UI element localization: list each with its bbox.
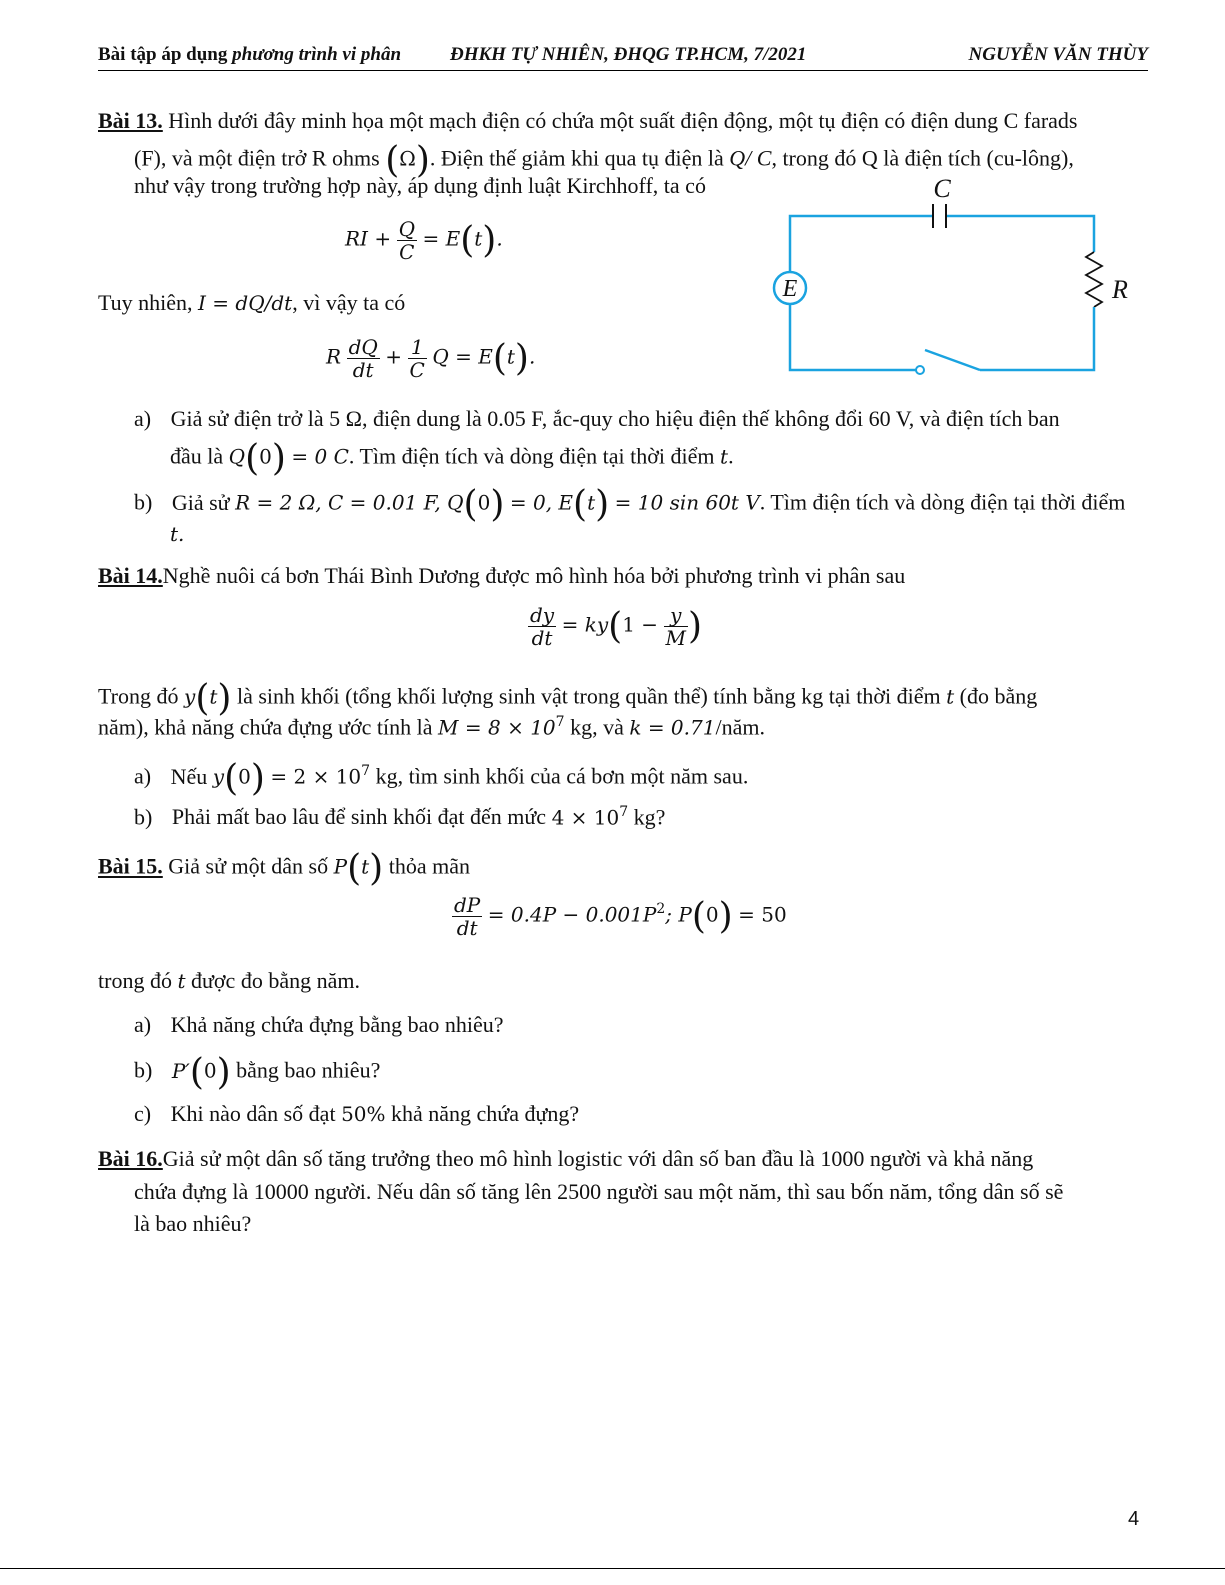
eq3-mid: = ky — [561, 612, 609, 637]
bai14-p1-y: y — [184, 684, 196, 709]
wire-bottom-left — [790, 305, 920, 370]
footer-divider — [0, 1568, 1225, 1569]
eq2-num2: 1 — [408, 336, 427, 359]
equation-kirchhoff: RI + $\frac{Q}{C}$ = E(t). — [345, 217, 503, 264]
eq4-arg: 0 — [705, 902, 719, 927]
bai13-a-line2: đầu là Q(0) = 0 C. Tìm điện tích và dòng điện tại thời điểm t. — [170, 438, 734, 479]
bai16-text1: Giả sử một dân số tăng trưởng theo mô hình logistic với dân số ban đầu là 1000 người và khả năng — [162, 1146, 1034, 1171]
wire-left-top — [790, 216, 933, 272]
bai13-b-text1b: . Tìm điện tích và dòng điện tại thời điểm — [759, 489, 1126, 515]
rc-circuit-diagram — [770, 170, 1130, 385]
bai15-note-t: t — [177, 969, 186, 993]
page-header — [98, 40, 1148, 71]
eq4-rhs3: = 50 — [738, 902, 787, 927]
bai14-p1c: (đo bằng — [959, 683, 1038, 709]
equation-population: $\frac{dP}{dt}$ = $0.4P - 0.001P^2$; P(0) = 50 — [454, 893, 787, 940]
bai13-b-math1: R = 2 Ω, C = 0.01 F, Q — [235, 490, 464, 515]
bai14-intro — [98, 563, 905, 589]
bai14-b-2: kg? — [633, 804, 666, 830]
bai13-a-t: t — [720, 444, 729, 469]
header-center: ĐHKH TỰ NHIÊN, ĐHQG TP.HCM, 7/2021 — [450, 44, 807, 65]
header-left-b: phương trình vi phân — [232, 44, 402, 65]
bai15-a-label: a) — [134, 1012, 152, 1037]
header-right: NGUYỄN VĂN THÙY — [968, 44, 1148, 65]
eq3-in-num: y — [664, 604, 688, 627]
bai13-a-line1 — [134, 406, 1060, 432]
bai15-b-P: P′ — [171, 1058, 190, 1083]
bai14-para1: Trong đó y(t) là sinh khối (tổng khối lượng sinh vật trong quần thể) tính bằng kg tại thời điểm t (đo bằng — [98, 678, 1038, 719]
eq2-Q: Q = E — [432, 344, 493, 369]
emf-label: E — [782, 276, 798, 302]
eq1-den: C — [399, 240, 415, 264]
bai15-note — [98, 968, 360, 994]
bai14-b-math: 4 × 10 — [551, 805, 620, 830]
bai16-label: Bài 16. — [98, 1146, 163, 1171]
bai14-p2-exp: 7 — [555, 714, 565, 730]
bai13-line1 — [98, 108, 1078, 134]
equation-rc: R $\frac{dQ}{dt}$ + $\frac{1}{C}$ Q = E(t). — [326, 335, 536, 382]
eq2-num1: dQ — [348, 335, 378, 359]
bai13-b-arg2: t — [587, 490, 596, 515]
tuy-nhien-c: , vì vậy ta có — [292, 290, 406, 315]
bai14-p1b: là sinh khối (tổng khối lượng sinh vật trong quần thể) tính bằng kg tại thời điểm — [236, 683, 941, 709]
switch-lever — [925, 350, 980, 370]
eq3-num: dy — [530, 603, 555, 627]
eq2-fraction2 — [408, 336, 427, 381]
eq3-den: dt — [531, 626, 553, 650]
bai14-p2c: /năm. — [715, 714, 765, 740]
tuy-nhien-line — [98, 290, 405, 316]
bai16-line1 — [98, 1146, 1033, 1172]
bai15-b-arg: 0 — [203, 1058, 217, 1083]
eq1-arg: t — [474, 226, 483, 251]
eq3-in1: 1 − — [622, 612, 659, 637]
bai13-text2e: , trong đó Q là điện tích (cu-lông), — [771, 145, 1074, 171]
bai15-intro-a: Giả sử một dân số — [168, 853, 329, 879]
eq4-rhs2: ; P — [665, 902, 692, 927]
eq2-R: R — [326, 344, 342, 369]
bai16-line3: là bao nhiêu? — [134, 1211, 252, 1236]
bai15-a — [134, 1012, 504, 1038]
header-left-a: Bài tập áp dụng — [98, 44, 228, 65]
eq4-rhs: = 0.4P − 0.001P — [487, 902, 657, 927]
bai13-a-text2a: đầu là — [170, 443, 224, 469]
bai13-text2a: (F), và một điện trở R ohms — [134, 145, 380, 171]
bai13-a-text1: Giả sử điện trở là 5 Ω, điện dung là 0.05 F, ắc-quy cho hiệu điện thế không đổi 60 V, và điện tích ban — [170, 406, 1060, 431]
bai14-para2 — [98, 714, 765, 740]
bai14-p2-M: M = 8 × 10 — [438, 715, 556, 740]
bai15-intro-arg: t — [361, 854, 370, 879]
eq3-inner-fraction — [664, 604, 688, 649]
bai16-line2: chứa đựng là 10000 người. Nếu dân số tăng lên 2500 người sau một năm, thì sau bốn năm, tổng dân số sẽ — [134, 1179, 1064, 1204]
bai13-text1: Hình dưới đây minh họa một mạch điện có chứa một suất điện động, một tụ điện có điện dung C farads — [168, 108, 1078, 133]
bai13-a-label: a) — [134, 406, 152, 431]
bai14-a-1: Nếu — [170, 763, 208, 789]
ohm-symbol: Ω — [399, 146, 416, 171]
bai13-line2: (F), và một điện trở R ohms (Ω). Điện thế giảm khi qua tụ điện là Q/ C, trong đó Q là điện tích (cu-lông), — [134, 140, 1074, 181]
bai15-c-label: c) — [134, 1101, 152, 1126]
bai14-p1-t: t — [946, 684, 955, 709]
eq4-num: dP — [454, 893, 481, 917]
bai15-b-label: b) — [134, 1057, 153, 1083]
resistor-zigzag — [1086, 252, 1102, 307]
eq1-fraction — [397, 218, 417, 263]
bai15-c-a: Khi nào dân số đạt — [170, 1101, 336, 1126]
bai13-b-arg1: 0 — [477, 490, 491, 515]
bai13-b-math3: = 10 sin 60t V — [614, 490, 760, 515]
eq2-fraction1 — [347, 336, 380, 381]
switch-terminal — [916, 366, 924, 374]
eq2-plus: + — [385, 344, 403, 369]
wire-right-bottom — [980, 307, 1094, 370]
bai15-note-a: trong đó — [98, 968, 172, 993]
bai14-p2b: kg, và — [570, 714, 624, 740]
bai13-a-math: = 0 C — [291, 444, 349, 469]
bai13-a-Q: Q — [228, 444, 246, 469]
bai13-b-label: b) — [134, 489, 153, 515]
equation-logistic: $\frac{dy}{dt}$ = ky(1 − $\frac{y}{M}$ ) — [530, 603, 703, 650]
wire-right-top — [946, 216, 1094, 252]
bai13-qc: Q/ C — [729, 145, 772, 171]
bai13-text2c: . Điện thế giảm khi qua tụ điện là — [429, 145, 724, 171]
bai14-a-y: y — [212, 764, 225, 789]
bai15-intro: Bài 15. Giả sử một dân số P(t) thỏa mãn — [98, 848, 470, 889]
header-left — [98, 44, 401, 66]
tuy-nhien-a: Tuy nhiên, — [98, 290, 193, 315]
bai15-c-b: khả năng chứa đựng? — [391, 1101, 580, 1126]
bai14-intro-text: Nghề nuôi cá bơn Thái Bình Dương được mô hình hóa bởi phương trình vi phân sau — [162, 563, 906, 588]
bai14-p2a: năm), khả năng chứa đựng ước tính là — [98, 714, 433, 740]
bai15-intro-b: thỏa mãn — [388, 853, 470, 879]
bai14-a-label: a) — [134, 763, 152, 789]
resistor-label: R — [1112, 275, 1128, 304]
tuy-nhien-b: I = dQ/dt — [198, 291, 293, 315]
eq1-lhs: RI + — [345, 226, 392, 251]
capacitor-label: C — [933, 174, 951, 203]
bai15-b: b) P′(0) bằng bao nhiêu? — [134, 1052, 381, 1093]
bai15-b-text: bằng bao nhiêu? — [236, 1057, 381, 1083]
bai13-a-text2c: . Tìm điện tích và dòng điện tại thời điểm — [348, 443, 715, 469]
eq4-den: dt — [456, 916, 478, 940]
eq2-arg: t — [506, 344, 515, 369]
bai15-note-b: được đo bằng năm. — [191, 968, 360, 993]
eq2-den2: C — [409, 358, 425, 382]
bai14-label: Bài 14. — [98, 563, 163, 588]
bai14-b-1: Phải mất bao lâu để sinh khối đạt đến mức — [171, 804, 547, 830]
eq1-rhs: = E — [422, 226, 461, 251]
eq1-num: Q — [398, 217, 415, 241]
bai14-b-label: b) — [134, 804, 153, 830]
bai14-b — [134, 804, 665, 830]
bai13-line3: như vậy trong trường hợp này, áp dụng định luật Kirchhoff, ta có — [134, 173, 706, 198]
bai15-c — [134, 1101, 579, 1127]
bai14-p1-arg: t — [209, 684, 218, 709]
eq4-exp: 2 — [656, 901, 666, 918]
bai15-intro-P: P — [333, 854, 348, 879]
bai14-a: a) Nếu $y(0) = 2 \times 10^7$ kg, tìm sinh khối của cá bơn một năm sau. — [134, 758, 749, 799]
eq3-in-den: M — [665, 626, 687, 650]
bai13-b-line2: t. — [170, 522, 185, 546]
bai14-a-math: = 2 × 10 — [270, 764, 362, 789]
bai13-b-text1a: Giả sử — [171, 489, 230, 515]
eq3-fraction — [528, 604, 556, 649]
bai13-b-line1: b) Giả sử R = 2 Ω, C = 0.01 F, Q(0) = 0, E(t) = 10 sin 60t V. Tìm điện tích và dòng điện tại thời điểm — [134, 484, 1126, 525]
page-number: 4 — [1128, 1508, 1140, 1530]
bai13-label: Bài 13. — [98, 108, 163, 133]
eq2-den1: dt — [352, 358, 374, 382]
bai13-b-math2: = 0, E — [509, 490, 574, 515]
bai14-a-exp: 7 — [361, 763, 371, 780]
bai15-label: Bài 15. — [98, 853, 163, 879]
bai15-a-text: Khả năng chứa đựng bằng bao nhiêu? — [170, 1012, 504, 1037]
bai14-a-2: kg, tìm sinh khối của cá bơn một năm sau. — [375, 763, 749, 789]
bai14-p2-k: k = 0.71 — [629, 715, 716, 740]
bai14-p1a: Trong đó — [98, 683, 179, 709]
bai13-a-arg: 0 — [259, 444, 272, 469]
bai15-c-pct: 50% — [341, 1102, 386, 1126]
eq4-fraction — [452, 894, 482, 939]
bai14-a-arg: 0 — [238, 764, 251, 789]
bai14-b-exp: 7 — [619, 804, 629, 820]
